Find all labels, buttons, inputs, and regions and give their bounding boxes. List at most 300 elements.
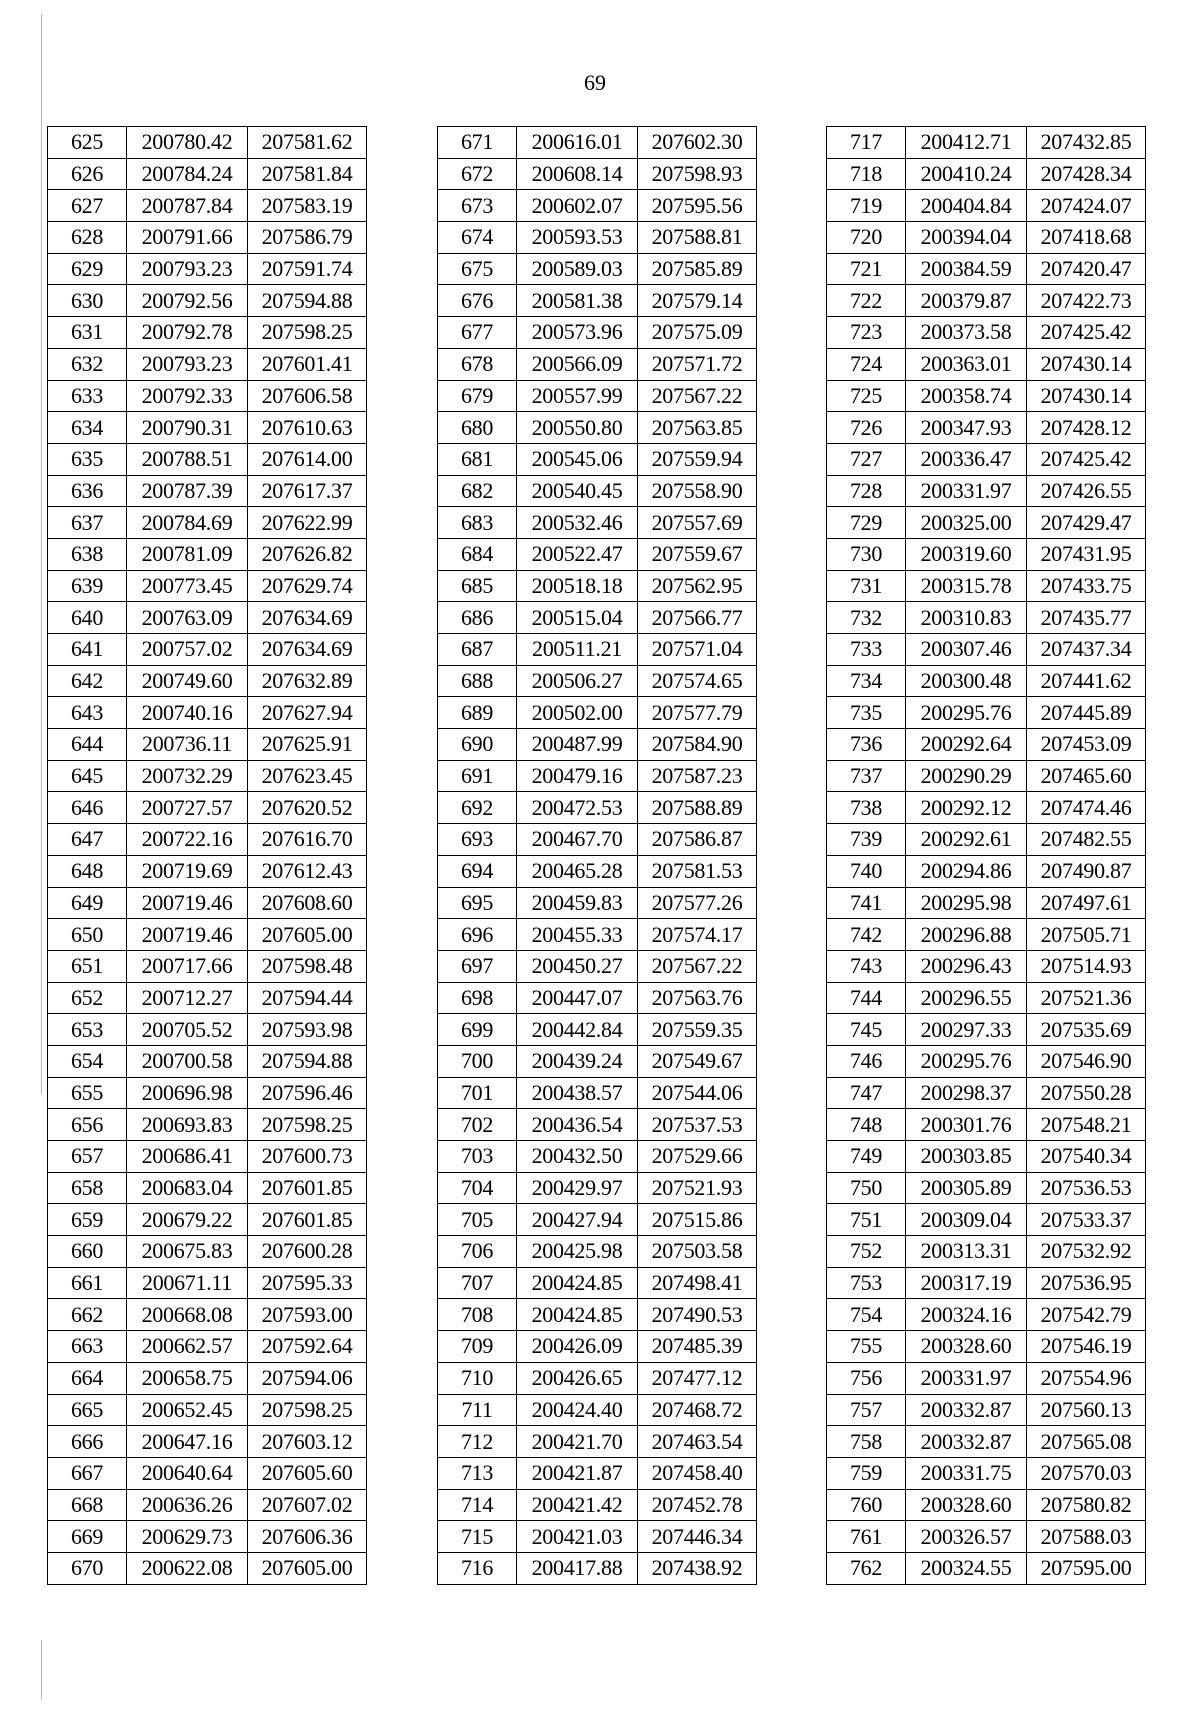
y-coordinate-cell: 207532.92	[1027, 1236, 1146, 1268]
point-number-cell: 683	[438, 507, 517, 539]
point-number-cell: 716	[438, 1552, 517, 1584]
table-row	[48, 1172, 367, 1204]
x-coordinate-cell: 200379.87	[906, 285, 1027, 317]
x-coordinate-cell: 200732.29	[127, 760, 248, 792]
point-number-cell: 734	[827, 665, 906, 697]
y-coordinate-cell: 207505.71	[1027, 919, 1146, 951]
x-coordinate-cell: 200622.08	[127, 1552, 248, 1584]
y-coordinate-cell: 207477.12	[638, 1362, 757, 1394]
y-coordinate-cell: 207600.28	[248, 1236, 367, 1268]
scan-margin-line	[41, 14, 42, 1094]
x-coordinate-cell: 200787.39	[127, 475, 248, 507]
point-number-cell: 689	[438, 697, 517, 729]
y-coordinate-cell: 207574.65	[638, 665, 757, 697]
table-row	[827, 190, 1146, 222]
point-number-cell: 697	[438, 950, 517, 982]
x-coordinate-cell: 200784.24	[127, 158, 248, 190]
x-coordinate-cell: 200373.58	[906, 317, 1027, 349]
table-row	[48, 253, 367, 285]
x-coordinate-cell: 200410.24	[906, 158, 1027, 190]
y-coordinate-cell: 207435.77	[1027, 602, 1146, 634]
point-number-cell: 688	[438, 665, 517, 697]
y-coordinate-cell: 207474.46	[1027, 792, 1146, 824]
y-coordinate-cell: 207426.55	[1027, 475, 1146, 507]
point-number-cell: 658	[48, 1172, 127, 1204]
point-number-cell: 744	[827, 982, 906, 1014]
y-coordinate-cell: 207625.91	[248, 729, 367, 761]
y-coordinate-cell: 207627.94	[248, 697, 367, 729]
point-number-cell: 746	[827, 1045, 906, 1077]
table-row	[827, 1172, 1146, 1204]
x-coordinate-cell: 200616.01	[517, 127, 638, 159]
y-coordinate-cell: 207453.09	[1027, 729, 1146, 761]
table-row	[827, 634, 1146, 666]
y-coordinate-cell: 207540.34	[1027, 1141, 1146, 1173]
point-number-cell: 625	[48, 127, 127, 159]
x-coordinate-cell: 200455.33	[517, 919, 638, 951]
table-row	[827, 222, 1146, 254]
point-number-cell: 703	[438, 1141, 517, 1173]
point-number-cell: 643	[48, 697, 127, 729]
table-row	[48, 887, 367, 919]
x-coordinate-cell: 200757.02	[127, 634, 248, 666]
point-number-cell: 719	[827, 190, 906, 222]
table-row	[48, 634, 367, 666]
point-number-cell: 706	[438, 1236, 517, 1268]
table-row	[827, 1362, 1146, 1394]
x-coordinate-cell: 200421.87	[517, 1457, 638, 1489]
point-number-cell: 704	[438, 1172, 517, 1204]
y-coordinate-cell: 207559.35	[638, 1014, 757, 1046]
table-row	[48, 729, 367, 761]
x-coordinate-cell: 200788.51	[127, 443, 248, 475]
point-number-cell: 629	[48, 253, 127, 285]
table-row	[48, 697, 367, 729]
x-coordinate-cell: 200424.40	[517, 1394, 638, 1426]
x-coordinate-cell: 200502.00	[517, 697, 638, 729]
x-coordinate-cell: 200749.60	[127, 665, 248, 697]
table-row	[438, 1204, 757, 1236]
y-coordinate-cell: 207592.64	[248, 1331, 367, 1363]
point-number-cell: 707	[438, 1267, 517, 1299]
point-number-cell: 671	[438, 127, 517, 159]
y-coordinate-cell: 207542.79	[1027, 1299, 1146, 1331]
x-coordinate-cell: 200315.78	[906, 570, 1027, 602]
y-coordinate-cell: 207570.03	[1027, 1457, 1146, 1489]
table-row	[48, 1299, 367, 1331]
point-number-cell: 725	[827, 380, 906, 412]
table-row	[438, 285, 757, 317]
point-number-cell: 761	[827, 1521, 906, 1553]
y-coordinate-cell: 207515.86	[638, 1204, 757, 1236]
y-coordinate-cell: 207606.58	[248, 380, 367, 412]
point-number-cell: 742	[827, 919, 906, 951]
y-coordinate-cell: 207610.63	[248, 412, 367, 444]
x-coordinate-cell: 200300.48	[906, 665, 1027, 697]
x-coordinate-cell: 200781.09	[127, 538, 248, 570]
point-number-cell: 730	[827, 538, 906, 570]
x-coordinate-cell: 200647.16	[127, 1426, 248, 1458]
table-row	[48, 1236, 367, 1268]
x-coordinate-cell: 200717.66	[127, 950, 248, 982]
point-number-cell: 696	[438, 919, 517, 951]
y-coordinate-cell: 207626.82	[248, 538, 367, 570]
table-row	[48, 127, 367, 159]
x-coordinate-cell: 200719.46	[127, 887, 248, 919]
x-coordinate-cell: 200436.54	[517, 1109, 638, 1141]
point-number-cell: 732	[827, 602, 906, 634]
table-row	[827, 602, 1146, 634]
table-row	[438, 253, 757, 285]
table-row	[438, 380, 757, 412]
y-coordinate-cell: 207430.14	[1027, 380, 1146, 412]
table-row	[48, 665, 367, 697]
table-row	[438, 348, 757, 380]
y-coordinate-cell: 207503.58	[638, 1236, 757, 1268]
x-coordinate-cell: 200324.16	[906, 1299, 1027, 1331]
table-row	[827, 919, 1146, 951]
table-row	[827, 348, 1146, 380]
point-number-cell: 714	[438, 1489, 517, 1521]
y-coordinate-cell: 207594.88	[248, 285, 367, 317]
point-number-cell: 713	[438, 1457, 517, 1489]
x-coordinate-cell: 200328.60	[906, 1489, 1027, 1521]
x-coordinate-cell: 200791.66	[127, 222, 248, 254]
table-row	[827, 317, 1146, 349]
x-coordinate-cell: 200429.97	[517, 1172, 638, 1204]
table-row	[48, 222, 367, 254]
x-coordinate-cell: 200686.41	[127, 1141, 248, 1173]
point-number-cell: 653	[48, 1014, 127, 1046]
point-number-cell: 702	[438, 1109, 517, 1141]
table-row	[827, 950, 1146, 982]
x-coordinate-cell: 200290.29	[906, 760, 1027, 792]
x-coordinate-cell: 200424.85	[517, 1299, 638, 1331]
x-coordinate-cell: 200593.53	[517, 222, 638, 254]
table-row	[48, 792, 367, 824]
y-coordinate-cell: 207425.42	[1027, 317, 1146, 349]
y-coordinate-cell: 207616.70	[248, 824, 367, 856]
point-number-cell: 663	[48, 1331, 127, 1363]
y-coordinate-cell: 207581.53	[638, 855, 757, 887]
table-row	[48, 538, 367, 570]
table-row	[827, 1299, 1146, 1331]
point-number-cell: 737	[827, 760, 906, 792]
point-number-cell: 654	[48, 1045, 127, 1077]
point-number-cell: 645	[48, 760, 127, 792]
y-coordinate-cell: 207430.14	[1027, 348, 1146, 380]
y-coordinate-cell: 207588.03	[1027, 1521, 1146, 1553]
x-coordinate-cell: 200404.84	[906, 190, 1027, 222]
y-coordinate-cell: 207537.53	[638, 1109, 757, 1141]
table-row	[48, 1331, 367, 1363]
point-number-cell: 641	[48, 634, 127, 666]
x-coordinate-cell: 200780.42	[127, 127, 248, 159]
point-number-cell: 701	[438, 1077, 517, 1109]
y-coordinate-cell: 207529.66	[638, 1141, 757, 1173]
y-coordinate-cell: 207591.74	[248, 253, 367, 285]
table-row	[827, 1236, 1146, 1268]
x-coordinate-cell: 200705.52	[127, 1014, 248, 1046]
table-row	[438, 887, 757, 919]
point-number-cell: 762	[827, 1552, 906, 1584]
point-number-cell: 632	[48, 348, 127, 380]
point-number-cell: 631	[48, 317, 127, 349]
y-coordinate-cell: 207575.09	[638, 317, 757, 349]
y-coordinate-cell: 207629.74	[248, 570, 367, 602]
table-row	[827, 1552, 1146, 1584]
x-coordinate-cell: 200636.26	[127, 1489, 248, 1521]
point-number-cell: 672	[438, 158, 517, 190]
x-coordinate-cell: 200589.03	[517, 253, 638, 285]
point-number-cell: 665	[48, 1394, 127, 1426]
point-number-cell: 659	[48, 1204, 127, 1236]
x-coordinate-cell: 200472.53	[517, 792, 638, 824]
point-number-cell: 677	[438, 317, 517, 349]
table-row	[48, 1394, 367, 1426]
y-coordinate-cell: 207535.69	[1027, 1014, 1146, 1046]
x-coordinate-cell: 200417.88	[517, 1552, 638, 1584]
table-row	[827, 253, 1146, 285]
point-number-cell: 628	[48, 222, 127, 254]
y-coordinate-cell: 207560.13	[1027, 1394, 1146, 1426]
point-number-cell: 670	[48, 1552, 127, 1584]
table-row	[438, 317, 757, 349]
x-coordinate-cell: 200347.93	[906, 412, 1027, 444]
y-coordinate-cell: 207571.04	[638, 634, 757, 666]
table-row	[48, 507, 367, 539]
coordinate-table-3	[826, 126, 1146, 1585]
y-coordinate-cell: 207586.87	[638, 824, 757, 856]
y-coordinate-cell: 207632.89	[248, 665, 367, 697]
table-row	[48, 190, 367, 222]
table-row	[827, 538, 1146, 570]
point-number-cell: 751	[827, 1204, 906, 1236]
table-row	[827, 760, 1146, 792]
table-row	[827, 1457, 1146, 1489]
point-number-cell: 678	[438, 348, 517, 380]
point-number-cell: 679	[438, 380, 517, 412]
table-row	[827, 1109, 1146, 1141]
table-row	[827, 1521, 1146, 1553]
table-row	[438, 1172, 757, 1204]
table-row	[438, 1236, 757, 1268]
point-number-cell: 627	[48, 190, 127, 222]
y-coordinate-cell: 207612.43	[248, 855, 367, 887]
y-coordinate-cell: 207593.00	[248, 1299, 367, 1331]
y-coordinate-cell: 207557.69	[638, 507, 757, 539]
y-coordinate-cell: 207446.34	[638, 1521, 757, 1553]
x-coordinate-cell: 200675.83	[127, 1236, 248, 1268]
x-coordinate-cell: 200608.14	[517, 158, 638, 190]
point-number-cell: 690	[438, 729, 517, 761]
y-coordinate-cell: 207554.96	[1027, 1362, 1146, 1394]
point-number-cell: 662	[48, 1299, 127, 1331]
y-coordinate-cell: 207602.30	[638, 127, 757, 159]
x-coordinate-cell: 200700.58	[127, 1045, 248, 1077]
y-coordinate-cell: 207536.95	[1027, 1267, 1146, 1299]
x-coordinate-cell: 200442.84	[517, 1014, 638, 1046]
x-coordinate-cell: 200518.18	[517, 570, 638, 602]
x-coordinate-cell: 200426.09	[517, 1331, 638, 1363]
x-coordinate-cell: 200693.83	[127, 1109, 248, 1141]
y-coordinate-cell: 207431.95	[1027, 538, 1146, 570]
point-number-cell: 667	[48, 1457, 127, 1489]
x-coordinate-cell: 200424.85	[517, 1267, 638, 1299]
y-coordinate-cell: 207566.77	[638, 602, 757, 634]
table-row	[48, 1077, 367, 1109]
table-row	[438, 1521, 757, 1553]
point-number-cell: 673	[438, 190, 517, 222]
table-row	[438, 760, 757, 792]
y-coordinate-cell: 207432.85	[1027, 127, 1146, 159]
x-coordinate-cell: 200324.55	[906, 1552, 1027, 1584]
y-coordinate-cell: 207465.60	[1027, 760, 1146, 792]
x-coordinate-cell: 200679.22	[127, 1204, 248, 1236]
x-coordinate-cell: 200305.89	[906, 1172, 1027, 1204]
y-coordinate-cell: 207584.90	[638, 729, 757, 761]
table-row	[438, 1077, 757, 1109]
point-number-cell: 750	[827, 1172, 906, 1204]
table-row	[827, 158, 1146, 190]
y-coordinate-cell: 207438.92	[638, 1552, 757, 1584]
x-coordinate-cell: 200292.61	[906, 824, 1027, 856]
y-coordinate-cell: 207603.12	[248, 1426, 367, 1458]
x-coordinate-cell: 200668.08	[127, 1299, 248, 1331]
x-coordinate-cell: 200792.56	[127, 285, 248, 317]
x-coordinate-cell: 200602.07	[517, 190, 638, 222]
point-number-cell: 652	[48, 982, 127, 1014]
x-coordinate-cell: 200792.78	[127, 317, 248, 349]
x-coordinate-cell: 200740.16	[127, 697, 248, 729]
table-row	[827, 665, 1146, 697]
y-coordinate-cell: 207559.67	[638, 538, 757, 570]
x-coordinate-cell: 200328.60	[906, 1331, 1027, 1363]
y-coordinate-cell: 207514.93	[1027, 950, 1146, 982]
table-row	[438, 729, 757, 761]
point-number-cell: 642	[48, 665, 127, 697]
y-coordinate-cell: 207581.62	[248, 127, 367, 159]
x-coordinate-cell: 200545.06	[517, 443, 638, 475]
y-coordinate-cell: 207521.93	[638, 1172, 757, 1204]
y-coordinate-cell: 207594.44	[248, 982, 367, 1014]
table-row	[438, 538, 757, 570]
table-row	[438, 1109, 757, 1141]
x-coordinate-cell: 200358.74	[906, 380, 1027, 412]
y-coordinate-cell: 207452.78	[638, 1489, 757, 1521]
y-coordinate-cell: 207567.22	[638, 380, 757, 412]
point-number-cell: 694	[438, 855, 517, 887]
table-row	[438, 665, 757, 697]
y-coordinate-cell: 207605.00	[248, 1552, 367, 1584]
point-number-cell: 759	[827, 1457, 906, 1489]
table-row	[48, 443, 367, 475]
point-number-cell: 727	[827, 443, 906, 475]
x-coordinate-cell: 200292.12	[906, 792, 1027, 824]
x-coordinate-cell: 200427.94	[517, 1204, 638, 1236]
y-coordinate-cell: 207550.28	[1027, 1077, 1146, 1109]
x-coordinate-cell: 200421.42	[517, 1489, 638, 1521]
point-number-cell: 753	[827, 1267, 906, 1299]
x-coordinate-cell: 200736.11	[127, 729, 248, 761]
y-coordinate-cell: 207490.87	[1027, 855, 1146, 887]
point-number-cell: 664	[48, 1362, 127, 1394]
table-row	[827, 887, 1146, 919]
table-row	[48, 950, 367, 982]
table-row	[827, 1267, 1146, 1299]
point-number-cell: 747	[827, 1077, 906, 1109]
y-coordinate-cell: 207593.98	[248, 1014, 367, 1046]
point-number-cell: 758	[827, 1426, 906, 1458]
x-coordinate-cell: 200309.04	[906, 1204, 1027, 1236]
x-coordinate-cell: 200696.98	[127, 1077, 248, 1109]
x-coordinate-cell: 200295.76	[906, 1045, 1027, 1077]
table-row	[438, 1299, 757, 1331]
table-row	[827, 1141, 1146, 1173]
y-coordinate-cell: 207548.21	[1027, 1109, 1146, 1141]
y-coordinate-cell: 207482.55	[1027, 824, 1146, 856]
y-coordinate-cell: 207614.00	[248, 443, 367, 475]
x-coordinate-cell: 200421.03	[517, 1521, 638, 1553]
y-coordinate-cell: 207605.60	[248, 1457, 367, 1489]
x-coordinate-cell: 200331.75	[906, 1457, 1027, 1489]
x-coordinate-cell: 200447.07	[517, 982, 638, 1014]
x-coordinate-cell: 200773.45	[127, 570, 248, 602]
y-coordinate-cell: 207558.90	[638, 475, 757, 507]
point-number-cell: 752	[827, 1236, 906, 1268]
y-coordinate-cell: 207559.94	[638, 443, 757, 475]
table-row	[438, 855, 757, 887]
x-coordinate-cell: 200326.57	[906, 1521, 1027, 1553]
table-row	[48, 1109, 367, 1141]
y-coordinate-cell: 207544.06	[638, 1077, 757, 1109]
table-row	[827, 1077, 1146, 1109]
table-row	[438, 792, 757, 824]
y-coordinate-cell: 207634.69	[248, 602, 367, 634]
point-number-cell: 644	[48, 729, 127, 761]
point-number-cell: 741	[827, 887, 906, 919]
table-row	[48, 1521, 367, 1553]
point-number-cell: 736	[827, 729, 906, 761]
coordinate-table-2	[437, 126, 757, 1585]
x-coordinate-cell: 200787.84	[127, 190, 248, 222]
x-coordinate-cell: 200319.60	[906, 538, 1027, 570]
table-row	[827, 1204, 1146, 1236]
y-coordinate-cell: 207418.68	[1027, 222, 1146, 254]
table-row	[827, 443, 1146, 475]
y-coordinate-cell: 207574.17	[638, 919, 757, 951]
y-coordinate-cell: 207441.62	[1027, 665, 1146, 697]
table-row	[48, 158, 367, 190]
y-coordinate-cell: 207601.85	[248, 1204, 367, 1236]
point-number-cell: 720	[827, 222, 906, 254]
y-coordinate-cell: 207422.73	[1027, 285, 1146, 317]
x-coordinate-cell: 200332.87	[906, 1426, 1027, 1458]
x-coordinate-cell: 200310.83	[906, 602, 1027, 634]
y-coordinate-cell: 207607.02	[248, 1489, 367, 1521]
point-number-cell: 724	[827, 348, 906, 380]
x-coordinate-cell: 200438.57	[517, 1077, 638, 1109]
x-coordinate-cell: 200532.46	[517, 507, 638, 539]
table-row	[827, 982, 1146, 1014]
x-coordinate-cell: 200296.55	[906, 982, 1027, 1014]
y-coordinate-cell: 207598.25	[248, 1394, 367, 1426]
table-row	[438, 602, 757, 634]
y-coordinate-cell: 207622.99	[248, 507, 367, 539]
x-coordinate-cell: 200662.57	[127, 1331, 248, 1363]
table-row	[48, 285, 367, 317]
point-number-cell: 708	[438, 1299, 517, 1331]
